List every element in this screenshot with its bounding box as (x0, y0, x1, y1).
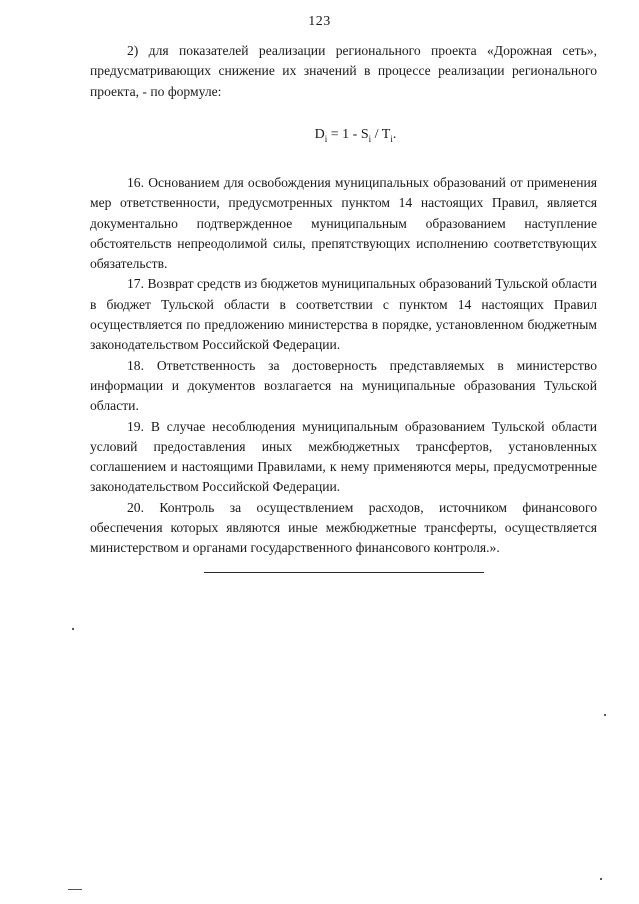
formula-t: T (381, 126, 391, 142)
paragraph-17: 17. Возврат средств из бюджетов муниципальных образований Тульской области в бюджет Тульской области в соответствии с пунктом 14 настоящих Правил осуществляется по предложению министерства в порядке, установленном бюджетным законодательством Российской Федерации. (90, 276, 597, 353)
formula-lhs: D (314, 126, 325, 142)
paragraph-20: 20. Контроль за осуществлением расходов, источником финансового обеспечения которых являются иные межбюджетные трансферты, осуществляется министерством и органами государственного финансового контроля.». (90, 499, 597, 556)
scan-speck (604, 714, 606, 716)
formula-equals: = 1 - (327, 126, 361, 142)
formula-s: S (360, 126, 369, 142)
scan-speck (68, 889, 82, 890)
paragraph-19: 19. В случае несоблюдения муниципальным образованием Тульской области условий предоставления иных межбюджетных трансфертов, установленных соглашением и настоящими Правилами, к нему применяются меры, предусмотренные законодательством Российской Федерации. (90, 418, 597, 495)
page-number: 123 (308, 14, 331, 29)
formula-t-subscript: i (390, 133, 393, 144)
paragraph-item-2: 2) для показателей реализации регионального проекта «Дорожная сеть», предусматривающих снижение их значений в процессе реализации регионального проекта, - по формуле: (90, 43, 597, 99)
formula-lhs-subscript: i (324, 133, 328, 144)
end-divider-line (204, 572, 484, 573)
formula-end: . (392, 126, 397, 142)
paragraph-16: 16. Основанием для освобождения муниципальных образований от применения мер ответственности, предусмотренных пунктом 14 настоящих Правил, является документально подтвержденное муниципальным образованием наступление обстоятельств непреодолимой силы, препятствующих исполнению соответствующих обязательств. (90, 174, 597, 272)
scan-speck (600, 878, 602, 880)
formula-s-subscript: i (368, 133, 372, 144)
scan-speck (72, 628, 74, 630)
paragraph-18: 18. Ответственность за достоверность представляемых в министерство информации и документов возлагается на муниципальные образования Тульской области. (90, 357, 597, 414)
formula (114, 125, 597, 149)
formula-divide: / (371, 126, 382, 142)
document-body (90, 41, 597, 559)
